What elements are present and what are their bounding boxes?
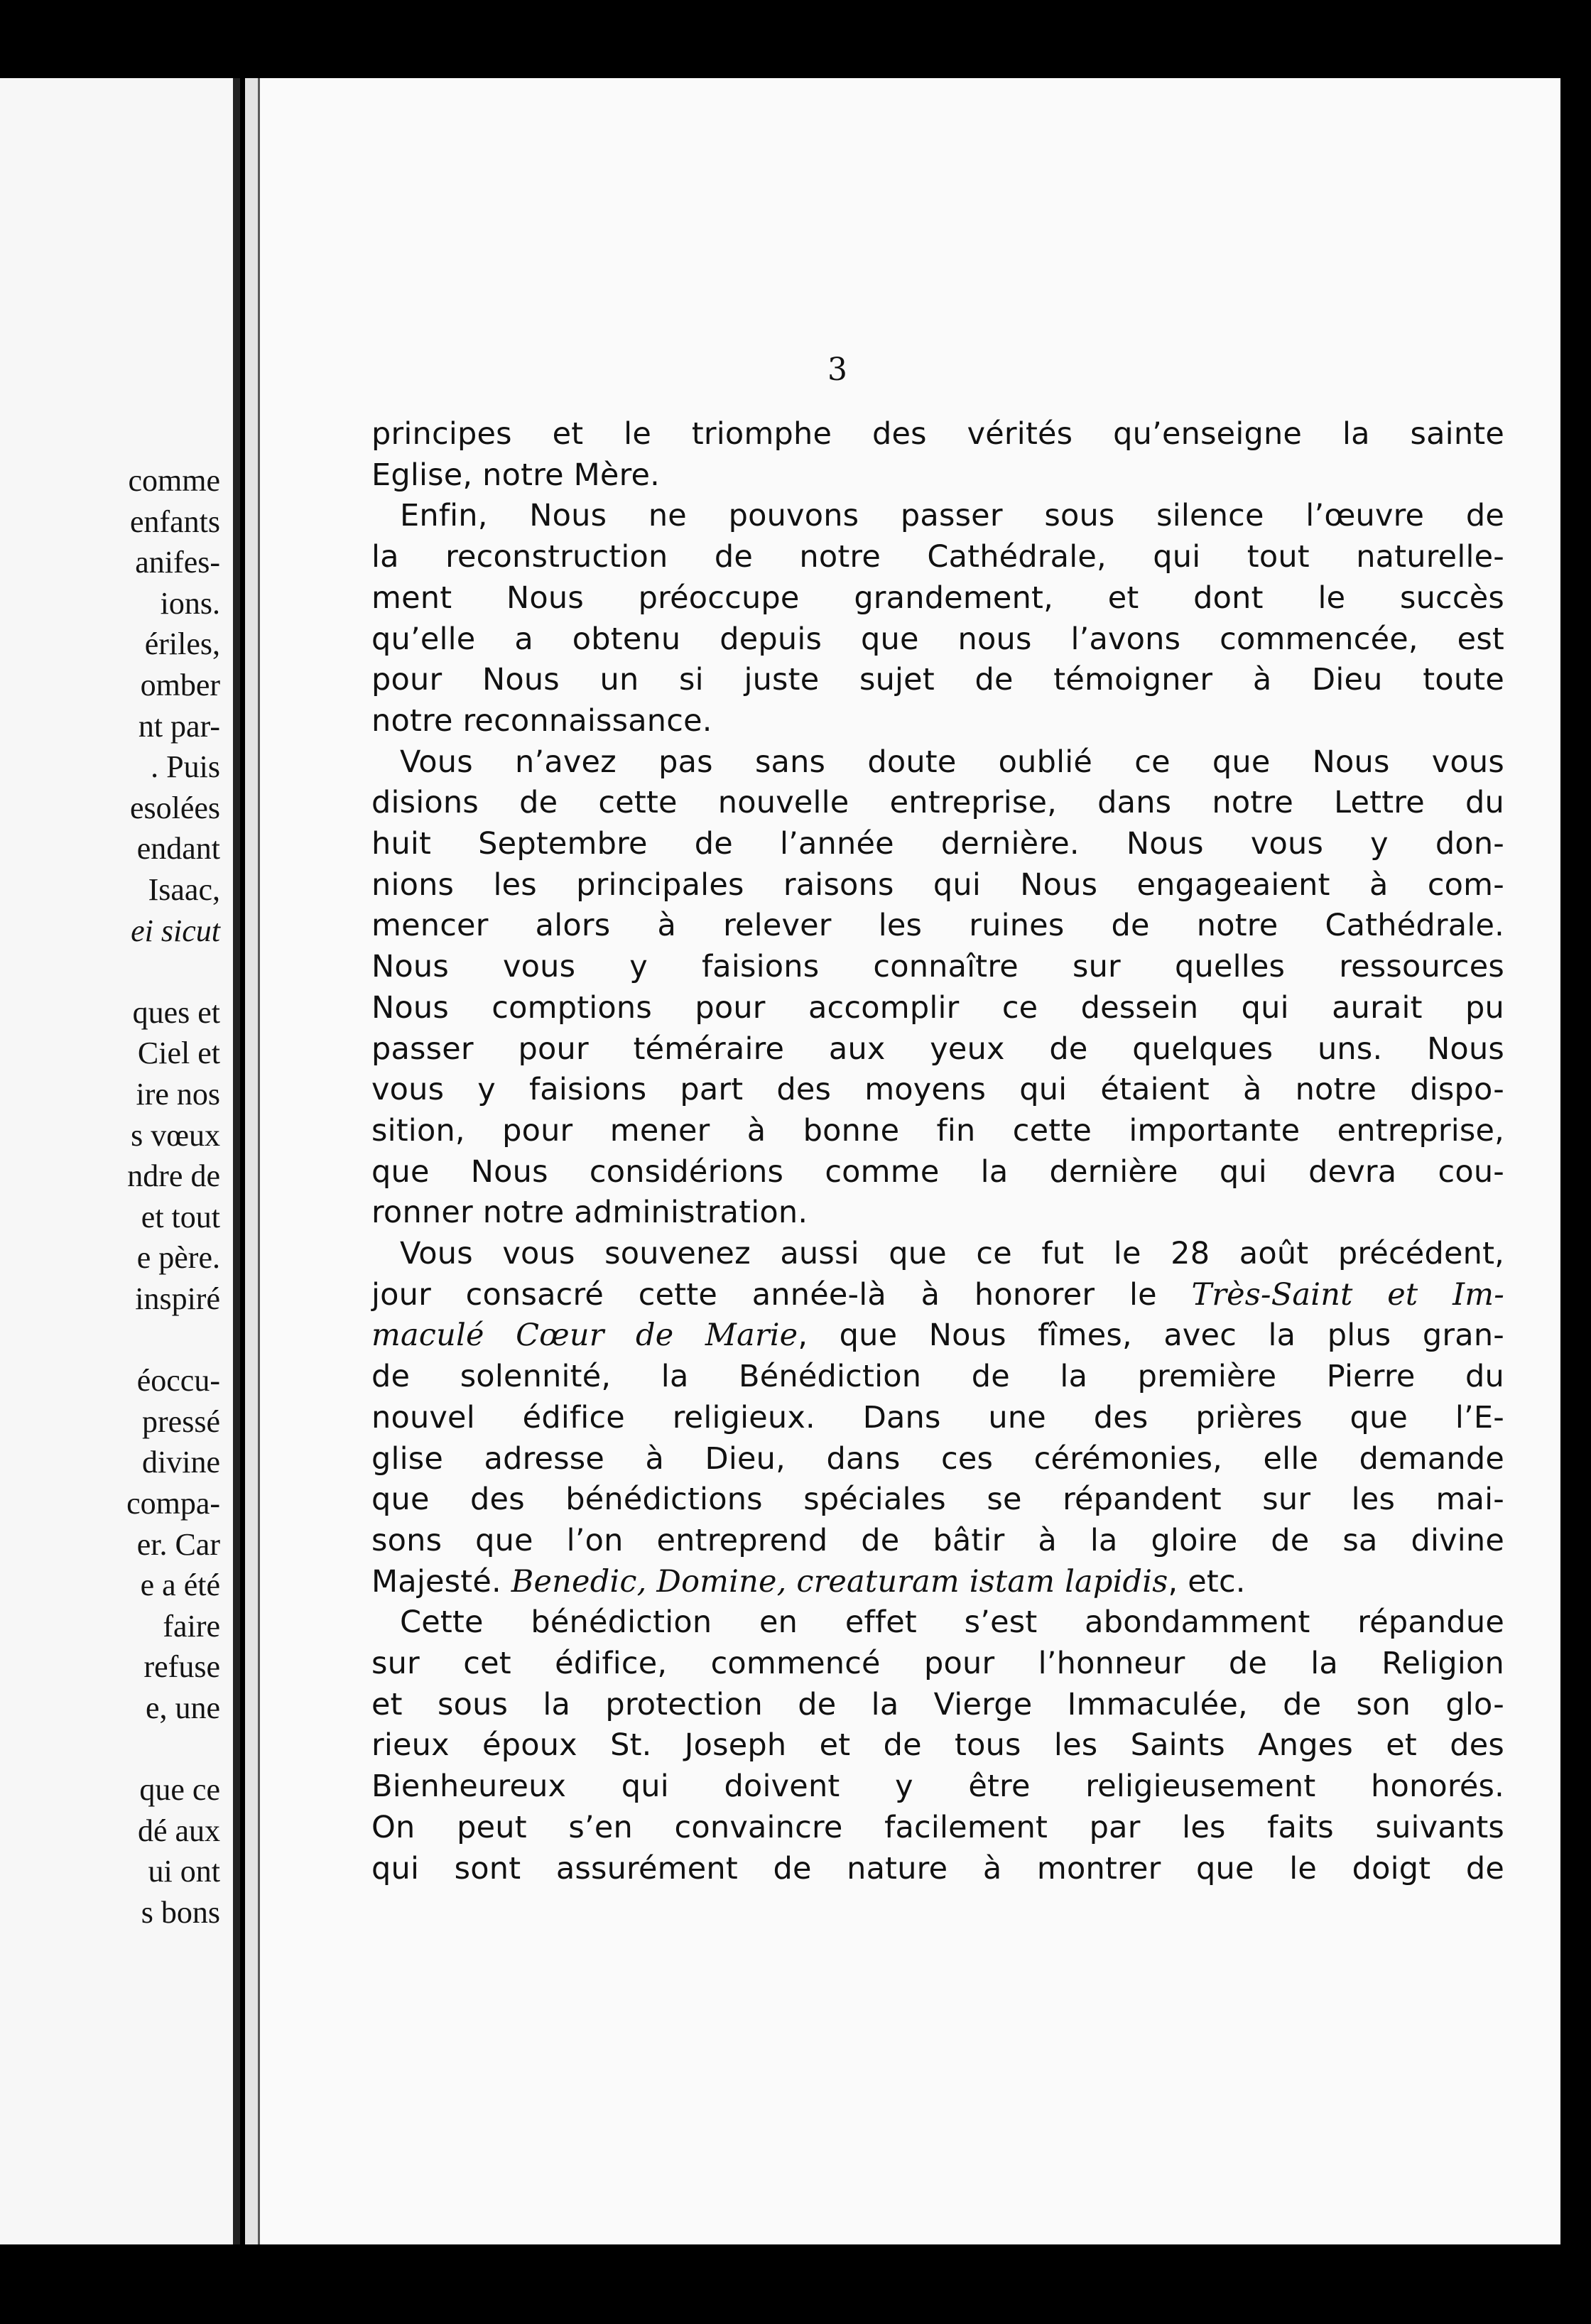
- text-line: [371, 416, 1504, 452]
- text-line: [371, 1809, 1504, 1845]
- left-page-line: nt par-: [138, 708, 220, 744]
- left-page-line: comme: [128, 463, 220, 498]
- text-line-roman: Vous n’avez pas sans doute oublié ce que Nous vous: [400, 744, 1504, 780]
- text-line-roman: disions de cette nouvelle entreprise, dans notre Lettre du: [371, 785, 1504, 821]
- text-line: [371, 1482, 1504, 1518]
- left-page-line: e, une: [145, 1690, 220, 1725]
- left-page-line: ui ont: [148, 1854, 220, 1889]
- text-line-roman: jour consacré cette année-là à honorer le: [371, 1276, 1192, 1313]
- left-page-line: s vœux: [131, 1117, 220, 1153]
- text-line-roman: sur cet édifice, commencé pour l’honneur de la Religion: [371, 1646, 1504, 1681]
- text-line: [371, 1522, 1504, 1558]
- text-line-roman: vous y faisions part des moyens qui étaient à notre dispo-: [371, 1072, 1504, 1108]
- left-page-line: Isaac,: [148, 872, 220, 907]
- left-page-line: faire: [163, 1608, 220, 1644]
- left-page-line: que ce: [139, 1772, 220, 1808]
- text-line: [371, 1399, 1504, 1435]
- left-page-line: endant: [136, 831, 220, 867]
- left-page-line: ions.: [160, 585, 220, 621]
- text-line: [371, 1112, 1504, 1149]
- text-line-roman: principes et le triomphe des vérités qu’enseigne la sainte: [371, 416, 1504, 452]
- left-page-line: inspiré: [135, 1281, 220, 1316]
- text-line: [371, 1769, 1504, 1805]
- text-line-roman: Nous vous y faisions connaître sur quelles ressources: [371, 949, 1504, 985]
- left-page-line: divine: [142, 1445, 220, 1480]
- text-line-roman: Cette bénédiction en effet s’est abondamment répandue: [400, 1604, 1504, 1641]
- text-line: [371, 785, 1504, 821]
- left-page-line: ques et: [132, 994, 220, 1030]
- text-line-roman: Vous vous souvenez aussi que ce fut le 28 août précédent,: [400, 1236, 1504, 1271]
- left-page-line: . Puis: [151, 749, 220, 785]
- text-line: [371, 1318, 1504, 1354]
- text-line-roman: Enfin, Nous ne pouvons passer sous silence l’œuvre de: [400, 498, 1504, 534]
- text-line: [371, 1236, 1504, 1271]
- text-line-roman: glise adresse à Dieu, dans ces cérémonies, elle demande: [371, 1440, 1504, 1477]
- text-line-roman: Majesté.: [371, 1563, 511, 1600]
- text-line: [371, 867, 1504, 903]
- text-line-roman: de solennité, la Bénédiction de la première Pierre du: [371, 1359, 1504, 1395]
- text-line-roman: nions les principales raisons qui Nous engageaient à com-: [371, 867, 1504, 903]
- left-page-line: enfants: [129, 504, 220, 539]
- text-line-roman: rieux époux St. Joseph et de tous les Saints Anges et des: [371, 1727, 1504, 1764]
- text-line: [371, 457, 1504, 493]
- book-gutter: [233, 78, 240, 2244]
- text-line-roman: , etc.: [1168, 1563, 1246, 1600]
- text-line: [371, 702, 1504, 739]
- left-page-line: anifes-: [135, 545, 220, 580]
- text-line-roman: la reconstruction de notre Cathédrale, qui tout naturelle-: [371, 539, 1504, 575]
- text-line: [371, 1153, 1504, 1190]
- text-line: [371, 1850, 1504, 1886]
- left-page-line: refuse: [143, 1649, 220, 1685]
- left-page-line: et tout: [141, 1199, 220, 1234]
- text-line: [371, 621, 1504, 657]
- text-line-roman: et sous la protection de la Vierge Immaculée, de son glo-: [371, 1686, 1504, 1722]
- left-page-line: dé aux: [137, 1813, 220, 1848]
- text-line-roman: sition, pour mener à bonne fin cette importante entreprise,: [371, 1112, 1504, 1149]
- page-spine-edge: [245, 78, 260, 2244]
- text-line: [371, 1276, 1504, 1313]
- right-page: [245, 78, 1560, 2244]
- text-line: [371, 539, 1504, 575]
- text-line: [371, 989, 1504, 1026]
- text-line: [371, 1195, 1504, 1231]
- text-line-roman: ment Nous préoccupe grandement, et dont le succès: [371, 580, 1504, 616]
- left-page-line: e a été: [140, 1568, 220, 1603]
- left-page-line: ndre de: [127, 1158, 220, 1194]
- text-line-roman: qui sont assurément de nature à montrer que le doigt de: [371, 1850, 1504, 1886]
- text-line-roman: Bienheureux qui doivent y être religieusement honorés.: [371, 1769, 1504, 1805]
- text-line: [371, 826, 1504, 862]
- text-line-italic: maculé Cœur de Marie: [371, 1318, 798, 1354]
- text-line-roman: , que Nous fîmes, avec la plus gran-: [798, 1318, 1504, 1354]
- text-line: [371, 908, 1504, 944]
- left-page-line: éoccu-: [136, 1363, 220, 1399]
- text-line: [371, 1646, 1504, 1681]
- text-line-italic: Très-Saint et Im-: [1191, 1276, 1504, 1313]
- left-page-line: ei sicut: [131, 913, 220, 948]
- left-page-line: e père.: [136, 1240, 220, 1276]
- left-page-line: esolées: [129, 790, 220, 825]
- text-line: [371, 1072, 1504, 1108]
- left-page-line: er. Car: [136, 1526, 220, 1562]
- text-line-roman: mencer alors à relever les ruines de notre Cathédrale.: [371, 908, 1504, 944]
- text-line-roman: Nous comptions pour accomplir ce dessein qui aurait pu: [371, 989, 1504, 1026]
- text-line-roman: qu’elle a obtenu depuis que nous l’avons commencée, est: [371, 621, 1504, 657]
- left-page-line: s bons: [141, 1895, 220, 1930]
- text-line-roman: pour Nous un si juste sujet de témoigner à Dieu toute: [371, 662, 1504, 698]
- text-line-roman: ronner notre administration.: [371, 1195, 808, 1231]
- page-number: 3: [827, 352, 847, 388]
- text-line: [371, 1031, 1504, 1067]
- text-line: [371, 949, 1504, 985]
- text-line: [371, 498, 1504, 534]
- text-line: [371, 1563, 1504, 1600]
- text-line: [371, 580, 1504, 616]
- text-line: [371, 1686, 1504, 1722]
- text-line-roman: sons que l’on entreprend de bâtir à la gloire de sa divine: [371, 1522, 1504, 1558]
- text-line-roman: Eglise, notre Mère.: [371, 457, 661, 493]
- text-line-roman: huit Septembre de l’année dernière. Nous vous y don-: [371, 826, 1504, 862]
- text-line-roman: que des bénédictions spéciales se répandent sur les mai-: [371, 1482, 1504, 1518]
- left-page: [0, 78, 240, 2244]
- left-page-line: ire nos: [136, 1077, 220, 1112]
- left-page-line: Ciel et: [137, 1036, 220, 1071]
- text-line: [371, 1359, 1504, 1395]
- text-line-roman: nouvel édifice religieux. Dans une des prières que l’E-: [371, 1399, 1504, 1435]
- text-line-roman: notre reconnaissance.: [371, 702, 712, 739]
- left-page-line: omber: [140, 668, 220, 702]
- text-line-italic: Benedic, Domine, creaturam istam lapidis: [511, 1563, 1168, 1600]
- text-line-roman: que Nous considérions comme la dernière qui devra cou-: [371, 1153, 1504, 1190]
- left-page-line: compa-: [126, 1486, 220, 1521]
- text-line-roman: On peut s’en convaincre facilement par les faits suivants: [371, 1809, 1504, 1845]
- left-page-line: pressé: [142, 1403, 220, 1439]
- text-line-roman: passer pour téméraire aux yeux de quelques uns. Nous: [371, 1031, 1504, 1067]
- text-line: [371, 1604, 1504, 1641]
- left-page-line: ériles,: [144, 626, 220, 662]
- text-line: [371, 662, 1504, 698]
- text-line: [371, 1727, 1504, 1764]
- text-line: [371, 744, 1504, 780]
- text-line: [371, 1440, 1504, 1477]
